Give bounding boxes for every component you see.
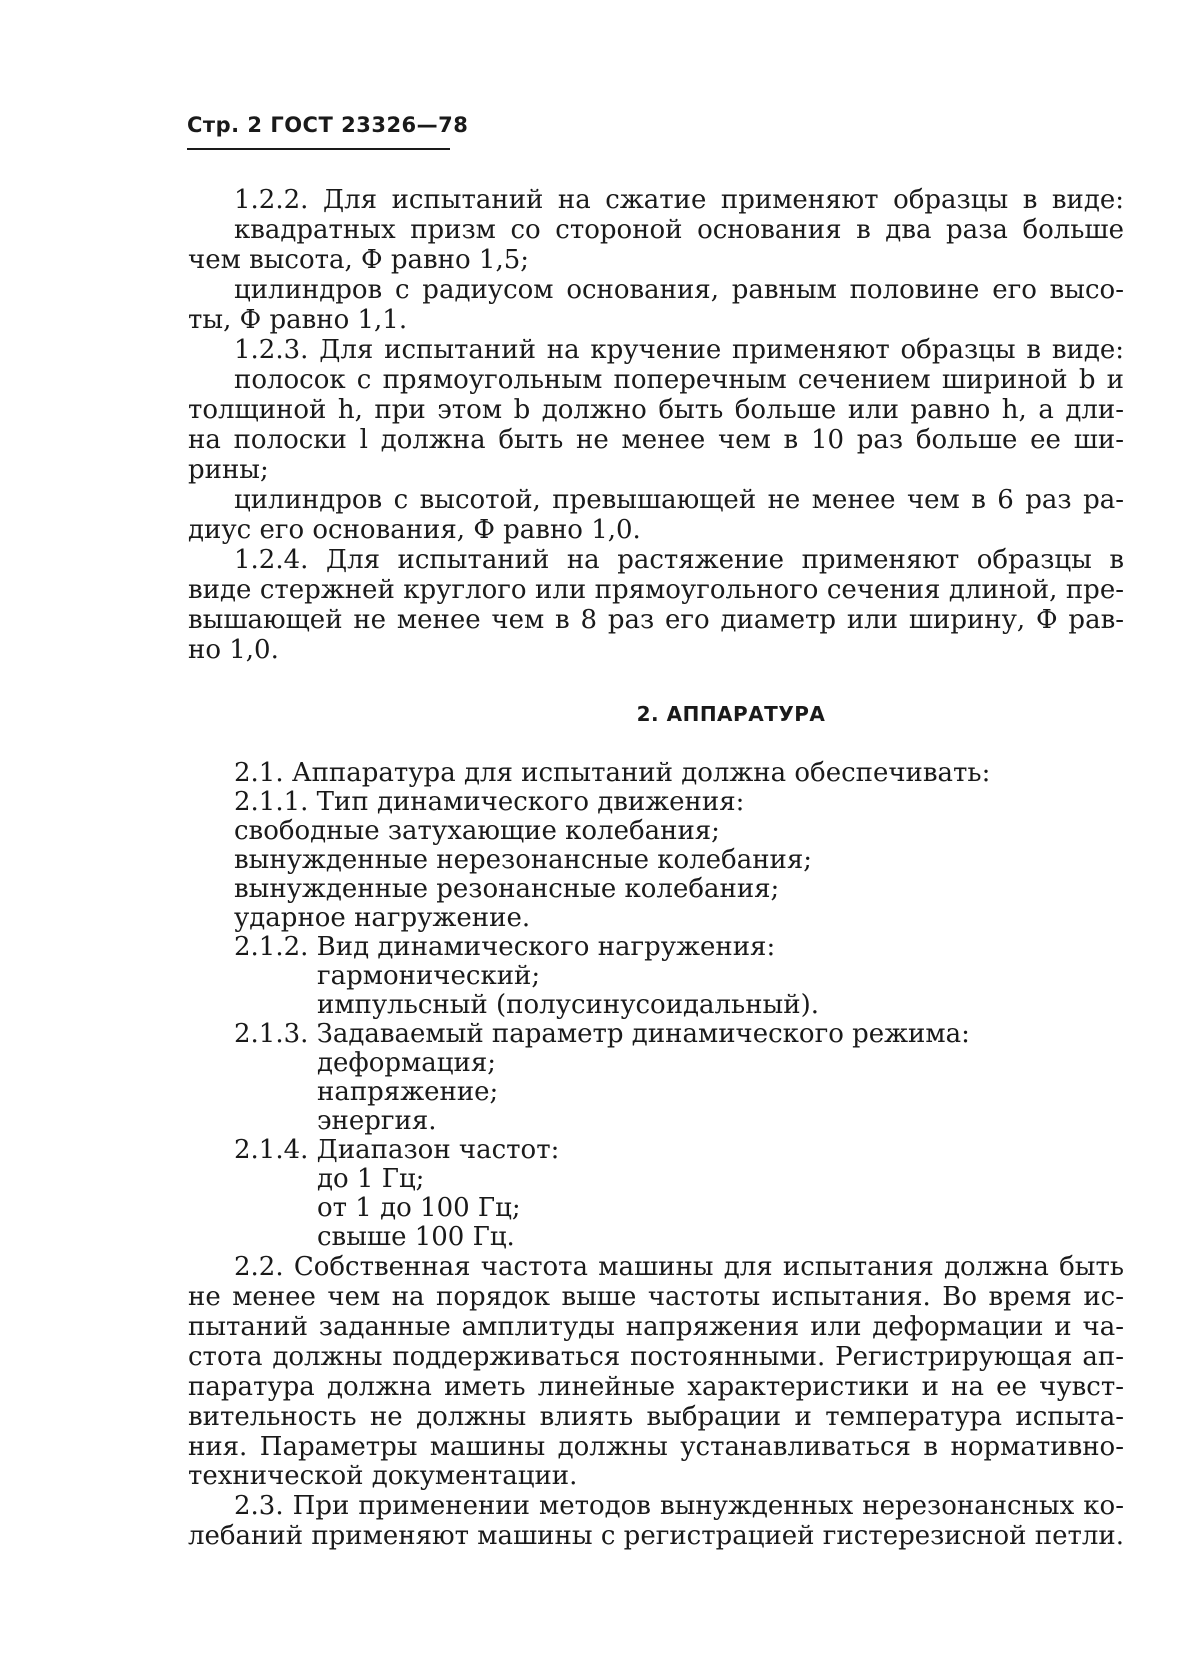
section-2-text bbox=[188, 759, 1124, 1551]
text-line: свободные затухающие колебания; bbox=[234, 816, 720, 846]
text-line: полосок с прямоугольным поперечным сечением шириной b и bbox=[234, 365, 1124, 395]
text-line: вышающей не менее чем в 8 раз его диаметр или ширину, Ф рав- bbox=[188, 605, 1124, 635]
header-rule bbox=[187, 148, 450, 150]
text-line: 1.2.3. Для испытаний на кручение применяют образцы в виде: bbox=[234, 335, 1124, 365]
text-line: 2.3. При применении методов вынужденных нерезонансных ко- bbox=[234, 1491, 1124, 1521]
text-line: ния. Параметры машины должны устанавливаться в нормативно- bbox=[188, 1432, 1124, 1462]
text-line: цилиндров с высотой, превышающей не менее чем в 6 раз ра- bbox=[234, 485, 1124, 515]
text-line: 2.1.4. Диапазон частот: bbox=[234, 1135, 560, 1165]
text-line: импульсный (полусинусоидальный). bbox=[317, 990, 819, 1020]
text-line: 2.2. Собственная частота машины для испытания должна быть bbox=[234, 1252, 1124, 1282]
text-line: 1.2.2. Для испытаний на сжатие применяют образцы в виде: bbox=[234, 185, 1124, 215]
text-line: вительность не должны влиять выбрации и температура испыта- bbox=[188, 1402, 1124, 1432]
text-line: деформация; bbox=[317, 1048, 496, 1078]
text-line: до 1 Гц; bbox=[317, 1164, 425, 1194]
text-line: паратура должна иметь линейные характеристики и на ее чувст- bbox=[188, 1372, 1124, 1402]
text-line: цилиндров с радиусом основания, равным половине его высо- bbox=[234, 275, 1124, 305]
text-line: но 1,0. bbox=[188, 635, 279, 665]
text-line: не менее чем на порядок выше частоты испытания. Во время ис- bbox=[188, 1282, 1124, 1312]
text-line: чем высота, Ф равно 1,5; bbox=[188, 245, 530, 275]
text-line: напряжение; bbox=[317, 1077, 499, 1107]
text-line: вынужденные резонансные колебания; bbox=[234, 874, 780, 904]
page-header bbox=[187, 113, 468, 137]
section-title: 2. АППАРАТУРА bbox=[636, 702, 826, 726]
text-line: от 1 до 100 Гц; bbox=[317, 1193, 521, 1223]
text-line: гармонический; bbox=[317, 961, 541, 991]
text-line: пытаний заданные амплитуды напряжения или деформации и ча- bbox=[188, 1312, 1124, 1342]
text-line: лебаний применяют машины с регистрацией гистерезисной петли. bbox=[188, 1521, 1124, 1551]
text-line: виде стержней круглого или прямоугольного сечения длиной, пре- bbox=[188, 575, 1124, 605]
text-line: 1.2.4. Для испытаний на растяжение применяют образцы в bbox=[234, 545, 1124, 575]
text-line: 2.1. Аппаратура для испытаний должна обеспечивать: bbox=[234, 758, 991, 788]
page-content bbox=[188, 185, 1124, 1551]
text-line: технической документации. bbox=[188, 1461, 578, 1491]
text-line: ты, Ф равно 1,1. bbox=[188, 305, 408, 335]
text-line: толщиной h, при этом b должно быть больше или равно h, а дли- bbox=[188, 395, 1124, 425]
text-line: стота должны поддерживаться постоянными. Регистрирующая ап- bbox=[188, 1342, 1124, 1372]
standard-number: ГОСТ 23326—78 bbox=[270, 113, 469, 137]
text-line: диус его основания, Ф равно 1,0. bbox=[188, 515, 641, 545]
section-1-text bbox=[188, 185, 1124, 665]
text-line: на полоски l должна быть не менее чем в 10 раз больше ее ши- bbox=[188, 425, 1124, 455]
text-line: рины; bbox=[188, 455, 269, 485]
page-label: Стр. 2 bbox=[187, 113, 263, 137]
text-line: энергия. bbox=[317, 1106, 437, 1136]
text-line: ударное нагружение. bbox=[234, 903, 531, 933]
text-line: 2.1.2. Вид динамического нагружения: bbox=[234, 932, 776, 962]
text-line: 2.1.3. Задаваемый параметр динамического режима: bbox=[234, 1019, 970, 1049]
text-line: квадратных призм со стороной основания в два раза больше bbox=[234, 215, 1124, 245]
text-line: 2.1.1. Тип динамического движения: bbox=[234, 787, 745, 817]
text-line: вынужденные нерезонансные колебания; bbox=[234, 845, 813, 875]
text-line: свыше 100 Гц. bbox=[317, 1222, 515, 1252]
